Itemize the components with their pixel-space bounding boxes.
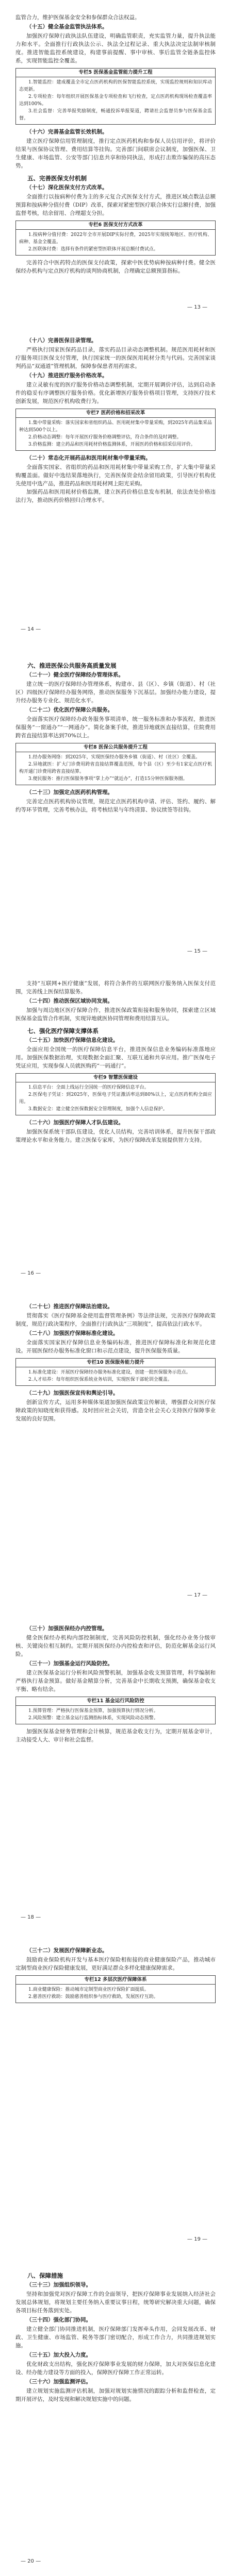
column-box-item: 2.慈善医疗救助：鼓励慈善组织参与医疗救助，发展医疗互助。 — [28, 1994, 158, 1999]
column-box-item: 3.价格监测：建立药品和医用耗材价格监测体系，开展医药价格和招采信用评价。 — [28, 442, 196, 447]
paragraph: 坚持和加强党对医疗保障工作的全面领导，把医疗保障事业发展纳入经济社会发展总体规划，将规划主要任务纳入重要议事日程，统筹研究解决重大问题，确保各项目标任务落到实处。 — [15, 2291, 216, 2314]
column-box-title: 专栏10 医保服务能力提升 — [16, 1359, 215, 1367]
paragraph: 创新宣传方式，运用多种媒体渠道加强医保政策宣传解读，增强群众对医疗保障政策的知晓度和获得感。及时回应社会关切，营造全社会关心支持医疗保障事业发展的良好氛围。 — [15, 1399, 216, 1422]
document-page — [0, 2254, 228, 2576]
column-box — [15, 1975, 216, 2003]
column-box-title: 专栏12 多层次医疗保障体系 — [16, 1976, 215, 1985]
column-box-item: 2.异地就医：扩大门诊费用跨省直接结算覆盖范围，每个县（区）至少有1家定点医疗机构开通门诊费用跨省直接结算。 — [19, 762, 212, 774]
page-number: — 13 — — [187, 304, 207, 310]
page-number: — 18 — — [21, 1914, 41, 1920]
paragraph: 加强药品和医用耗材价格监测，建立医药价格信息发布机制，依法查处价格违法行为，推动医药价格回归合理水平。 — [15, 489, 216, 503]
paragraph: 监管合力，维护医保基金安全和参保群众合法权益。 — [15, 14, 140, 21]
page-number: — 20 — — [21, 2558, 41, 2564]
paragraph: 健全医保经办机构内部控制制度，完善风险防控机制，强化经办业务分级审核、关键岗位相互制约。定期开展医保经办内控检查和评估，防范化解基金运行风险。 — [15, 1635, 216, 1657]
subsection-heading: （三十一）加强基金运行风险防控。 — [26, 1660, 113, 1667]
column-box-title: 专栏8 医保公共服务提升工程 — [16, 743, 215, 752]
subsection-heading: （三十五）加大投入力度。 — [26, 2352, 91, 2358]
column-box-item: 2.医联体付费：选择有条件的紧密型医联体开展总额付费试点。 — [28, 247, 158, 252]
section-heading: 八、保障措施 — [27, 2272, 63, 2279]
subsection-heading: （二十一）健全医疗保障经办管理体系。 — [26, 672, 124, 678]
paragraph: 加强医疗保障行政执法队伍建设，明确监管职责，充实监管力量，提升执法能力和水平。全面推行行政执法公示、执法全过程记录、重大执法决定法制审核制度。推进智能监控系统建设，构建事前提醒、事中审核、事后监管全链条监控体系，实现智能监控全覆盖。 — [15, 33, 216, 64]
subsection-heading: （十五）健全基金监管执法体系。 — [26, 24, 108, 30]
document-page — [0, 0, 228, 322]
column-box-title: 专栏6 医保支付方式改革 — [16, 221, 215, 230]
paragraph: 加强与周边地区医疗保障合作，推进医保政策衔接和服务协同，探索建立区域医保基金监管合作机制，实现异地就医协同管理和费用结算互认。 — [15, 1007, 216, 1022]
subsection-heading: （二十四）推动医保区域协同发展。 — [26, 998, 113, 1004]
paragraph: 全面落实国家医疗保障信息业务编码标准，推进医疗保障标准化和规范化建设。开展医保经办服务标准化窗口和示范点建设，提升医保服务质量。 — [15, 1340, 216, 1354]
paragraph: 贯彻落实《医疗保障基金使用监督管理条例》等法律法规，完善医疗保障政策制度，规范行政决策程序，全面推行行政执法“三项制度”，提高依法行政水平。 — [15, 1313, 216, 1327]
paragraph: 加强医保基金财务管理和会计核算，规范基金收支行为，定期开展基金审计，主动接受人大、审计和社会监督。 — [15, 1728, 216, 1743]
column-box-item: 3.社会监督：完善举报奖励制度，畅通投诉举报渠道，聘请社会监督员参与医保基金监督。 — [19, 109, 212, 121]
column-box-item: 1.预算管理：严格执行医保基金预算，加强预算执行情况分析。 — [28, 1708, 158, 1714]
subsection-heading: （二十六）加强医疗保障人才队伍建设。 — [26, 1120, 124, 1126]
column-box-item: 1.信息平台：全面上线运行全国统一的医疗保障信息平台。 — [28, 1085, 149, 1090]
subsection-heading: （二十二）优化医疗保障公共服务。 — [26, 707, 113, 713]
column-box-title: 专栏9 智慧医保建设 — [16, 1074, 215, 1082]
page-number: — 15 — — [187, 948, 207, 954]
section-heading: 六、推进医保公共服务高质量发展 — [27, 662, 117, 669]
paragraph: 全面落实医疗保障经办政务服务事项清单，统一服务标准和办事流程，推进医保服务“一窗通办”“一网通办”。简化备案手续，推进异地就医直接结算，住院费用跨省直接结算率达到70%以上。 — [15, 716, 216, 739]
paragraph: 优化财政支出结构，强化医疗保障事业发展的财力保障，加大对医保信息化建设、经办能力建设等方面的投入，保障医疗保障工作正常运转。 — [15, 2361, 216, 2376]
subsection-heading: （三十）加强医保经办内控管理。 — [26, 1625, 108, 1632]
paragraph: 建立灵敏有度的医疗服务价格动态调整机制，定期开展调价评估，达到启动条件的稳妥有序调整医疗服务价格。优化新增医疗服务价格项目管理，支持医疗技术创新发展，规范医疗机构收费行为。 — [15, 382, 216, 404]
subsection-heading: （二十七）推进医疗保障法治建设。 — [26, 1303, 113, 1310]
column-box-item: 1.标准化建设：开展医疗保障经办服务标准化建设，创建一批医保服务示范点。 — [28, 1370, 191, 1375]
column-box-item: 2.专项检查：每年组织开展医保基金专项检查和飞行检查，定点医药机构现场检查覆盖率达到100%。 — [19, 94, 212, 107]
paragraph: 完善定点医药机构协议管理，规范定点医药机构申请、评估、签约、履约、解约等环节管理，完善考核办法，将考核结果与年终清算、协议续签等挂钩。 — [15, 799, 216, 813]
column-box-item: 2.风险预警：建立基金运行监测指标体系，实现风险动态预警。 — [28, 1716, 158, 1721]
column-box-title: 专栏11 基金运行风险防控 — [16, 1697, 215, 1706]
paragraph: 建立统一的医疗保障经办管理体系，构建市、县（区）、乡镇（街道）、村（社区）四级医疗保障经办服务网络，推动医保服务下沉基层。加强经办能力建设，提升经办服务专业化、规范化水平。 — [15, 681, 216, 704]
subsection-heading: （三十三）加强组织领导。 — [26, 2282, 91, 2288]
subsection-heading: （十九）推进医疗服务价格改革。 — [26, 372, 108, 379]
column-box-item: 2.医保电子凭证：到2025年，医保电子凭证激活率达到80%以上，定点医药机构全面应用。 — [19, 1092, 212, 1105]
paragraph: 建立医疗保障信用管理制度，推行定点医药机构和参保人员信用评价，将评价结果与医保协议管理、费用结算等挂钩。完善部门间联席会议制度，加强医保、卫生健康、市场监管、公安等部门信息共享和协同执法，形成打击欺诈骗保的高压态势。 — [15, 138, 216, 169]
column-box — [15, 1358, 216, 1386]
document-page — [0, 644, 228, 966]
paragraph: 全面落实国家、省组织的药品和医用耗材集中带量采购工作，扩大集中带量采购覆盖面。做好中选结果落地执行，完善医保资金结余留用政策，引导医疗机构优先使用中选产品，推进药品和医用耗材网上阳光采购。 — [15, 464, 216, 487]
column-box-item: 1.商业健康保险：推动城市定制型商业医疗保险扩面提质。 — [28, 1987, 149, 1992]
subsection-heading: （三十二）发展医疗保障新业态。 — [26, 1947, 108, 1954]
page-number: — 14 — — [21, 626, 41, 632]
column-box-item: 2.人才培养：每年组织医保系统业务培训，实现医保干部轮训全覆盖。 — [28, 1377, 172, 1382]
column-box — [15, 68, 216, 125]
column-box — [15, 221, 216, 256]
paragraph: 建立健全部门协同推进机制，医疗保障部门发挥牵头作用，会同发展改革、财政、卫生健康、市场监管、税务等部门密切配合，形成工作合力，共同推进规划实施。 — [15, 2326, 216, 2349]
page-number: — 16 — — [21, 1270, 41, 1276]
page-number: — 17 — — [187, 1592, 207, 1598]
paragraph: 鼓励商业保险机构开发与基本医疗保险相衔接的商业健康保险产品，推动城市定制型商业医疗保险健康发展，更好满足群众多样化健康保障需求。 — [15, 1957, 216, 1971]
subsection-heading: （三十六）加强监测评估。 — [26, 2379, 91, 2385]
column-box-item: 1.集中带量采购：落实国家和省组织药品、医用耗材集中带量采购，到2025年药品集采品种达到500个以上。 — [19, 420, 212, 433]
column-box — [15, 743, 216, 785]
subsection-heading: （二十九）加强医保宣传和舆论引导。 — [26, 1390, 119, 1396]
paragraph: 建立医保基金运行分析和风险预警机制，加强基金收支预算管理，科学编制和严格执行基金预算。做好基金精算分析，完善基金中长期收支预测，确保基金收支平衡、略有结余。 — [15, 1670, 216, 1692]
subsection-heading: （二十）常态化开展药品和医用耗材集中带量采购。 — [26, 455, 151, 461]
document-page — [0, 322, 228, 644]
subsection-heading: （二十八）加强医疗保障标准化建设。 — [26, 1330, 119, 1336]
paragraph: 全面推行以按病种付费为主的多元复合式医保支付方式，推进区域点数法总额预算和按病种分值付费（DIP）改革，探索对紧密型医疗联合体实行总额付费，加强监督考核，结余留用、合理超支分担。 — [15, 194, 216, 216]
paragraph: 建立规划实施监测评估机制，加强对规划实施情况的跟踪分析和监督检查，定期开展评估，及时发现和解决规划实施中的问题。 — [15, 2388, 216, 2402]
section-heading: 五、完善医保支付机制 — [27, 175, 87, 182]
column-box-item: 3.数据安全：建立健全医保数据安全管理制度，加强个人信息保护。 — [28, 1107, 168, 1112]
subsection-heading: （十八）完善医保目录管理。 — [26, 337, 97, 344]
paragraph: 加强医保系统干部队伍建设，优化人员结构，完善培训体系，提升医保干部政策理论水平和业务能力。建立医保专家库，为医疗保障改革发展提供智力支持。 — [15, 1129, 216, 1143]
column-box-item: 1.按病种分值付费：2022年全市开展DIP实际付费，2025年实现统筹地区、医疗机构、病种、基金全覆盖。 — [19, 232, 212, 245]
subsection-heading: （二十五）加快医疗保障信息化建设。 — [26, 1037, 119, 1043]
subsection-heading: （三十四）强化部门协同。 — [26, 2317, 91, 2323]
column-box — [15, 1697, 216, 1724]
column-box-title: 专栏5 医保基金监管能力提升工程 — [16, 69, 215, 77]
subsection-heading: （十六）完善基金监管长效机制。 — [26, 129, 108, 135]
column-box-item: 1.智能监控：建成覆盖全市定点医药机构的医保智能监控系统，实现监控规则和知识库动态更新。 — [19, 80, 212, 92]
column-box-item: 2.价格动态调整：每年开展医疗服务价格调整评估，符合条件的及时调整。 — [28, 435, 182, 440]
subsection-heading: （十七）深化医保支付方式改革。 — [26, 184, 108, 191]
document-page — [0, 966, 228, 1288]
section-heading: 七、强化医疗保障支撑体系 — [27, 1027, 99, 1035]
paragraph: 严格执行国家医保药品目录，落实药品目录动态调整机制。规范医用耗材和医疗服务项目医保支付管理，执行国家统一的医保医用耗材分类与代码。完善国家谈判药品“双通道”管理机制，保障参保患者用药需求。 — [15, 347, 216, 369]
column-box-item: 1.经办服务网络：到2025年，实现医保经办服务乡镇（街道）、村（社区）全覆盖。 — [28, 755, 200, 760]
subsection-heading: （二十三）加强定点医药机构管理。 — [26, 789, 113, 795]
column-box — [15, 1073, 216, 1115]
column-box-title: 专栏7 医药价格和招采改革 — [16, 409, 215, 418]
paragraph: 支持“互联网+医疗健康”发展，将符合条件的互联网医疗服务纳入医保支付范围，完善线上医保结算服务。 — [15, 980, 216, 995]
page-number: — 19 — — [187, 2236, 207, 2242]
column-box-item: 3.便民服务：推行医保服务事项“掌上办”“就近办”，打造15分钟医保服务圈。 — [28, 776, 188, 782]
paragraph: 完善符合中医药特点的医保支付政策，探索中医优势病种按病种付费。健全医保经办机构与定点医疗机构的谈判协商机制，合理确定总额预算指标。 — [15, 260, 216, 274]
column-box — [15, 409, 216, 451]
document-page — [0, 1288, 228, 1610]
paragraph: 全面应用全国统一的医疗保障信息平台，推进医保信息业务编码标准落地应用。加强医保数据治理，实现数据全面汇聚、互联互通和共享应用。推广医保电子凭证应用，实现参保人员就医购药“一码通行”。 — [15, 1046, 216, 1069]
document-page — [0, 1932, 228, 2254]
document-page — [0, 1610, 228, 1932]
